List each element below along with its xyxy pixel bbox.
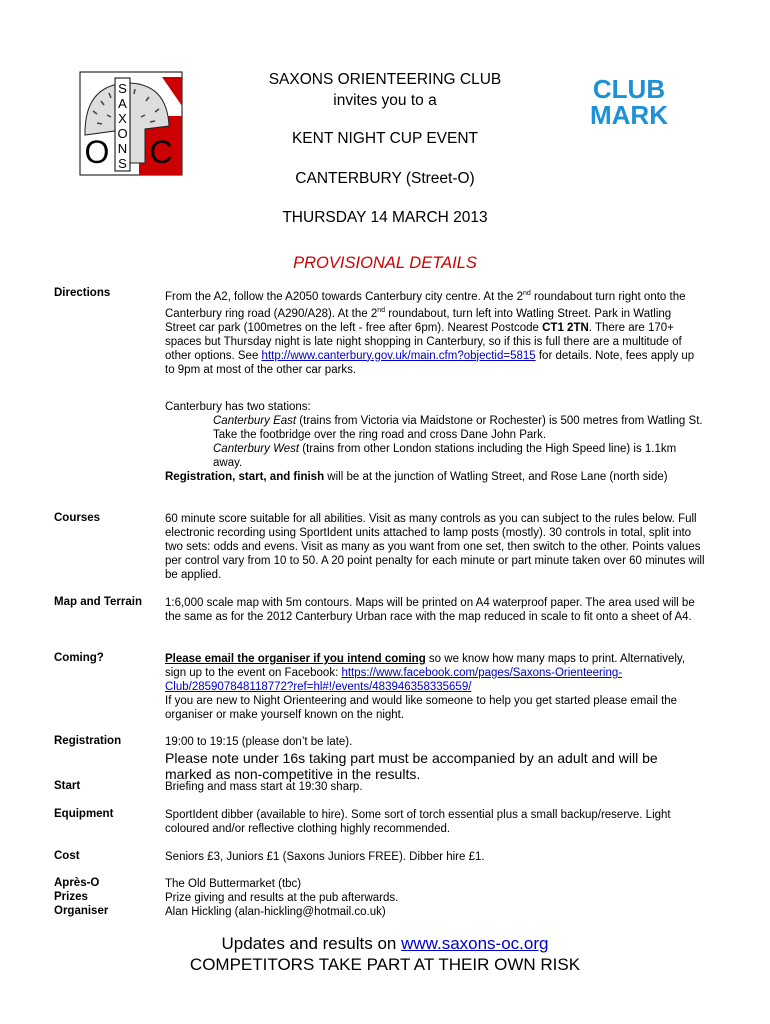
label-map: Map and Terrain bbox=[54, 596, 142, 608]
logo-letter-o: O bbox=[117, 126, 128, 141]
logo-big-o: O bbox=[84, 134, 110, 170]
label-apreso: Après-O bbox=[54, 877, 100, 889]
equipment-text: SportIdent dibber (available to hire). Some sort of torch essential plus a small backup/reserve. Light coloured and/or reflective clothing highly recommended. bbox=[165, 809, 671, 835]
apreso-text: The Old Buttermarket (tbc) bbox=[165, 878, 302, 890]
stations-text: Canterbury has two stations: Canterbury East (trains from Victoria via Maidstone or Rochester) is 500 metres from Watling St. Take the footbridge over the ring road and cross Dane John Park. Canterbury West (trains from other London stations including the High Speed line) is 1.1km away. Registration, start, and finish will be at the junction of Watling Street, and Rose Lane (north side) bbox=[165, 401, 703, 483]
coming-text: Please email the organiser if you intend coming so we know how many maps to print. Alternatively, sign up to the event on Facebook: https://www.facebook.com/pages/Saxons-Orienteering-Club/285907848118772?ref=hl#!/events/483946358335659/ If you are new to Night Orienteering and would like someone to help you get started please email the organiser or make yourself known on the night. bbox=[165, 653, 686, 721]
cost-text: Seniors £3, Juniors £1 (Saxons Juniors FREE). Dibber hire £1. bbox=[165, 851, 485, 863]
registration-time: 19:00 to 19:15 (please don’t be late). bbox=[165, 736, 353, 748]
logo-letter-a: A bbox=[118, 96, 127, 111]
logo-letter-s2: S bbox=[118, 156, 127, 171]
label-start: Start bbox=[54, 780, 81, 792]
event-date: THURSDAY 14 MARCH 2013 bbox=[282, 209, 488, 226]
organiser-text: Alan Hickling (alan-hickling@hotmail.co.uk) bbox=[165, 906, 386, 918]
canterbury-parking-link[interactable]: http://www.canterbury.gov.uk/main.cfm?objectid=5815 bbox=[261, 349, 536, 362]
club-name: SAXONS ORIENTEERING CLUB bbox=[268, 71, 502, 88]
label-prizes: Prizes bbox=[54, 891, 88, 903]
logo-big-c: C bbox=[149, 134, 173, 170]
logo-letter-x: X bbox=[118, 111, 127, 126]
risk-notice: COMPETITORS TAKE PART AT THEIR OWN RISK bbox=[189, 955, 581, 974]
postcode: CT1 2TN bbox=[542, 321, 589, 334]
prizes-text: Prize giving and results at the pub afterwards. bbox=[165, 892, 399, 904]
facebook-event-link[interactable]: https://www.facebook.com/pages/Saxons-Orienteering-Club/285907848118772?ref=hl#!/events/483946358335659/ bbox=[165, 667, 623, 693]
event-title: KENT NIGHT CUP EVENT bbox=[291, 130, 479, 147]
label-directions: Directions bbox=[54, 287, 111, 299]
station-west: Canterbury West bbox=[213, 443, 300, 455]
logo-letter-s1: S bbox=[118, 81, 127, 96]
event-location: CANTERBURY (Street-O) bbox=[295, 170, 475, 187]
logo-letter-n: N bbox=[117, 141, 128, 156]
clubmark-mark-text: MARK bbox=[590, 100, 668, 128]
invites-line: invites you to a bbox=[333, 92, 437, 109]
updates-line: Updates and results on www.saxons-oc.org bbox=[221, 934, 549, 953]
under16-note: Please note under 16s taking part must be accompanied by an adult and will be marked as non-competitive in the results. bbox=[165, 750, 658, 782]
label-courses: Courses bbox=[54, 512, 101, 524]
label-equipment: Equipment bbox=[54, 808, 114, 820]
provisional-heading: PROVISIONAL DETAILS bbox=[293, 254, 477, 272]
start-text: Briefing and mass start at 19:30 sharp. bbox=[165, 781, 363, 793]
label-cost: Cost bbox=[54, 850, 80, 862]
saxons-website-link[interactable]: www.saxons-oc.org bbox=[401, 934, 549, 953]
map-text: 1:6,000 scale map with 5m contours. Maps will be printed on A4 waterproof paper. The area used will be the same as for the 2012 Canterbury Urban race with the map reduced in scale to fit onto a sheet of A4. bbox=[165, 597, 695, 623]
label-organiser: Organiser bbox=[54, 905, 109, 917]
courses-text: 60 minute score suitable for all abilities. Visit as many controls as you can subject to the rules below. Full electronic recording using SportIdent units attached to lamp posts (mostly). 30 controls in total, split into two sets: odds and evens. Visit as many as you want from one set, then switch to the other. Points values per control vary from 10 to 50. A 20 point penalty for each minute or part minute taken over 60 minutes will be applied. bbox=[165, 513, 705, 581]
label-registration: Registration bbox=[54, 735, 122, 747]
station-east: Canterbury East bbox=[213, 415, 297, 427]
label-coming: Coming? bbox=[54, 652, 104, 664]
clubmark-club-text: CLUB bbox=[592, 74, 666, 104]
directions-text: From the A2, follow the A2050 towards Canterbury city centre. At the 2nd roundabout turn right onto the Canterbury ring road (A290/A28). At the 2nd roundabout, turn left into Watling Street. Park in Watling Street car park (100metres on the left - free after 6pm). Nearest Postcode CT1 2TN. There are 170+ spaces but Thursday night is late night shopping in Canterbury, so if this is full there are a multitude of other options. See http://www.canterbury.gov.uk/main.cfm?objectid=5815 for details. Note, fees apply up to 9pm at most of the other car parks. bbox=[165, 290, 695, 376]
